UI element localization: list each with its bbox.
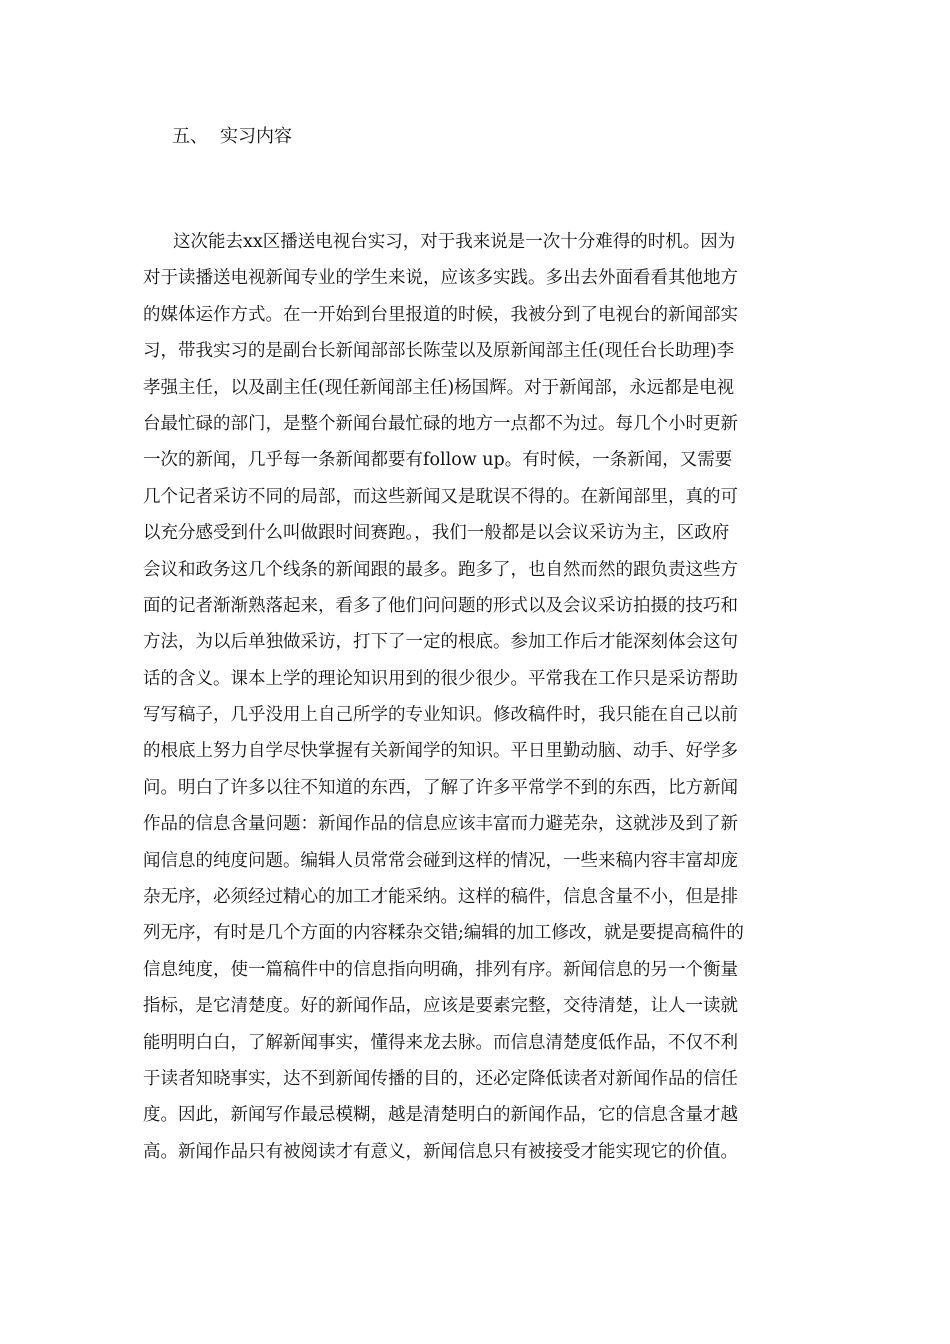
paragraph-line: 信息纯度，使一篇稿件中的信息指向明确，排列有序。新闻信息的另一个衡量 bbox=[143, 959, 738, 980]
paragraph-line: 的根底上努力自学尽快掌握有关新闻学的知识。平日里勤动脑、动手、好学多 bbox=[143, 741, 738, 762]
paragraph-line: 以充分感受到什么叫做跟时间赛跑。，我们一般都是以会议采访为主，区政府 bbox=[143, 523, 730, 544]
paragraph-line: 指标，是它清楚度。好的新闻作品，应该是要素完整，交待清楚，让人一读就 bbox=[143, 996, 738, 1017]
paragraph-line: 写写稿子，几乎没用上自己所学的专业知识。修改稿件时，我只能在自己以前 bbox=[143, 705, 738, 726]
paragraph-line: 杂无序，必须经过精心的加工才能采纳。这样的稿件，信息含量不小，但是排 bbox=[143, 887, 738, 908]
section-title: 实习内容 bbox=[220, 126, 292, 147]
paragraph-line: 一次的新闻，几乎每一条新闻都要有follow up。有时候，一条新闻，又需要 bbox=[143, 450, 733, 471]
paragraph-line: 闻信息的纯度问题。编辑人员常常会碰到这样的情况，一些来稿内容丰富却庞 bbox=[143, 850, 738, 871]
paragraph-line: 习，带我实习的是副台长新闻部部长陈莹以及原新闻部主任(现任台长助理)李 bbox=[143, 341, 735, 362]
body-paragraph bbox=[143, 224, 813, 1170]
paragraph-line: 方法，为以后单独做采访，打下了一定的根底。参加工作后才能深刻体会这句 bbox=[143, 632, 738, 653]
paragraph-line: 台最忙碌的部门，是整个新闻台最忙碌的地方一点都不为过。每几个小时更新 bbox=[143, 413, 738, 434]
paragraph-line: 度。因此，新闻写作最忌模糊，越是清楚明白的新闻作品，它的信息含量才越 bbox=[143, 1105, 738, 1126]
paragraph-line: 高。新闻作品只有被阅读才有意义，新闻信息只有被接受才能实现它的价值。 bbox=[143, 1141, 738, 1162]
section-number: 五、 bbox=[172, 126, 208, 147]
paragraph-line: 几个记者采访不同的局部，而这些新闻又是耽误不得的。在新闻部里，真的可 bbox=[143, 486, 738, 507]
paragraph-line: 能明明白白，了解新闻事实，懂得来龙去脉。而信息清楚度低作品，不仅不利 bbox=[143, 1032, 738, 1053]
paragraph-line: 作品的信息含量问题：新闻作品的信息应该丰富而力避芜杂，这就涉及到了新 bbox=[143, 814, 738, 835]
paragraph-line: 面的记者渐渐熟落起来，看多了他们问问题的形式以及会议采访拍摄的技巧和 bbox=[143, 595, 738, 616]
paragraph-line: 会议和政务这几个线条的新闻跟的最多。跑多了，也自然而然的跟负责这些方 bbox=[143, 559, 738, 580]
paragraph-line: 这次能去xx区播送电视台实习，对于我来说是一次十分难得的时机。因为 bbox=[173, 232, 736, 252]
paragraph-line: 问。明白了许多以往不知道的东西，了解了许多平常学不到的东西，比方新闻 bbox=[143, 777, 738, 798]
paragraph-line: 的媒体运作方式。在一开始到台里报道的时候，我被分到了电视台的新闻部实 bbox=[143, 304, 738, 325]
paragraph-line: 列无序，有时是几个方面的内容糅杂交错;编辑的加工修改，就是要提高稿件的 bbox=[143, 923, 744, 944]
section-heading bbox=[172, 122, 292, 152]
paragraph-line: 孝强主任，以及副主任(现任新闻部主任)杨国辉。对于新闻部，永远都是电视 bbox=[143, 377, 735, 398]
paragraph-line: 对于读播送电视新闻专业的学生来说，应该多实践。多出去外面看看其他地方 bbox=[143, 268, 738, 289]
paragraph-line: 于读者知晓事实，达不到新闻传播的目的，还必定降低读者对新闻作品的信任 bbox=[143, 1068, 738, 1089]
paragraph-line: 话的含义。课本上学的理论知识用到的很少很少。平常我在工作只是采访帮助 bbox=[143, 668, 738, 689]
